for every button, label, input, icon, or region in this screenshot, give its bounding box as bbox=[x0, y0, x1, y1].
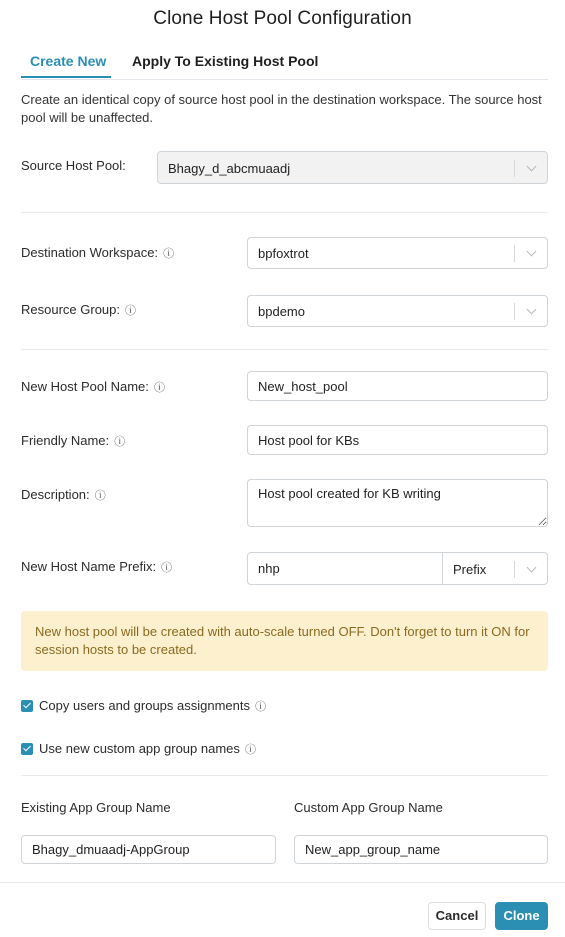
new-host-pool-name-input[interactable] bbox=[247, 371, 548, 401]
info-circle-icon[interactable]: ⓘ bbox=[241, 744, 256, 756]
info-circle-icon[interactable]: ⓘ bbox=[111, 436, 126, 448]
divider bbox=[21, 212, 548, 213]
chevron-down-icon bbox=[527, 563, 537, 573]
resource-group-value: bpdemo bbox=[258, 304, 305, 319]
source-host-pool-value: Bhagy_d_abcmuaadj bbox=[168, 161, 291, 176]
footer-divider bbox=[0, 882, 565, 883]
host-name-prefix-label: New Host Name Prefix: ⓘ bbox=[21, 559, 173, 574]
destination-workspace-select[interactable] bbox=[247, 237, 548, 269]
info-circle-icon[interactable]: ⓘ bbox=[150, 382, 165, 394]
destination-workspace-value: bpfoxtrot bbox=[258, 246, 309, 261]
tab-apply-existing[interactable]: Apply To Existing Host Pool bbox=[132, 53, 319, 69]
info-circle-icon[interactable]: ⓘ bbox=[91, 490, 106, 502]
divider bbox=[21, 775, 548, 776]
chevron-down-icon bbox=[527, 305, 537, 315]
custom-app-group-label: Use new custom app group names bbox=[39, 741, 240, 756]
info-circle-icon[interactable]: ⓘ bbox=[122, 305, 137, 317]
select-separator bbox=[514, 160, 515, 177]
select-separator bbox=[514, 245, 515, 262]
info-circle-icon[interactable]: ⓘ bbox=[160, 248, 175, 260]
custom-app-group-header: Custom App Group Name bbox=[294, 800, 443, 815]
tab-create-new[interactable]: Create New bbox=[30, 53, 107, 69]
select-separator bbox=[514, 303, 515, 320]
dialog-title: Clone Host Pool Configuration bbox=[153, 8, 412, 29]
chevron-down-icon bbox=[527, 247, 537, 257]
source-host-pool-select bbox=[157, 151, 548, 184]
description-label: Description: ⓘ bbox=[21, 487, 106, 502]
existing-app-group-header: Existing App Group Name bbox=[21, 800, 171, 815]
chevron-down-icon bbox=[527, 162, 537, 172]
divider bbox=[21, 349, 548, 350]
info-circle-icon[interactable]: ⓘ bbox=[252, 701, 267, 713]
check-icon[interactable] bbox=[21, 743, 33, 755]
prefix-mode-value: Prefix bbox=[453, 562, 487, 577]
active-tab-indicator bbox=[21, 76, 111, 78]
check-icon[interactable] bbox=[21, 700, 33, 712]
description-textarea[interactable] bbox=[247, 479, 548, 527]
friendly-name-input[interactable] bbox=[247, 425, 548, 455]
cancel-button[interactable]: Cancel bbox=[428, 902, 486, 930]
resource-group-label: Resource Group: ⓘ bbox=[21, 302, 137, 317]
destination-workspace-label: Destination Workspace: ⓘ bbox=[21, 245, 175, 260]
existing-app-group-input[interactable] bbox=[21, 835, 276, 864]
new-host-pool-name-label: New Host Pool Name: ⓘ bbox=[21, 379, 165, 394]
resource-group-select[interactable] bbox=[247, 295, 548, 327]
copy-users-label: Copy users and groups assignments bbox=[39, 698, 251, 713]
info-circle-icon[interactable]: ⓘ bbox=[158, 562, 173, 574]
host-name-prefix-input[interactable] bbox=[247, 552, 444, 585]
clone-description: Create an identical copy of source host pool in the destination workspace. The source host pool will be unaffected. bbox=[21, 92, 542, 125]
source-host-pool-label: Source Host Pool: bbox=[21, 158, 126, 173]
clone-button[interactable]: Clone bbox=[495, 902, 548, 930]
autoscale-warning: New host pool will be created with auto-scale turned OFF. Don't forget to turn it ON for session hosts to be created. bbox=[21, 611, 548, 671]
tab-bar bbox=[21, 44, 548, 80]
friendly-name-label: Friendly Name: ⓘ bbox=[21, 433, 126, 448]
custom-app-group-checkbox-row[interactable] bbox=[21, 741, 256, 757]
custom-app-group-input[interactable] bbox=[294, 835, 548, 864]
copy-users-checkbox-row[interactable] bbox=[21, 698, 266, 714]
prefix-mode-select[interactable] bbox=[442, 552, 548, 585]
select-separator bbox=[514, 561, 515, 578]
